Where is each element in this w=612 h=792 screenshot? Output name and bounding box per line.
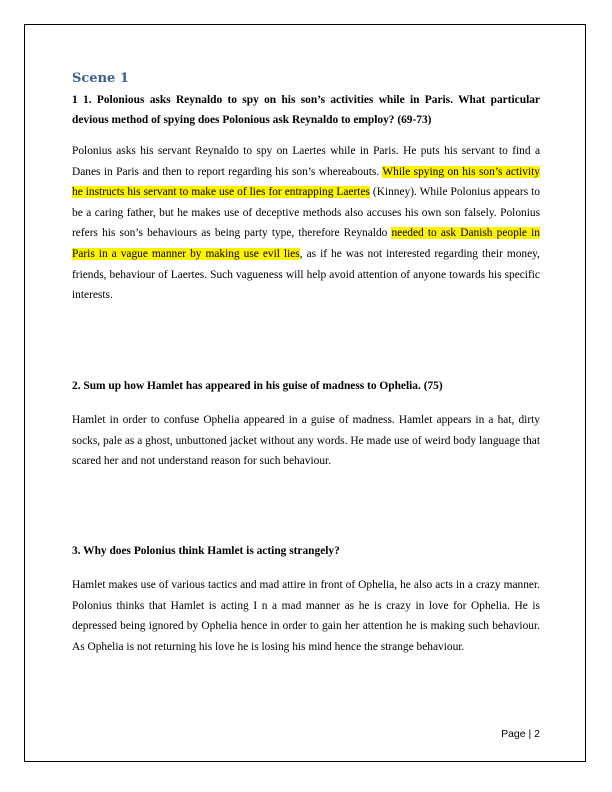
section-q1 — [72, 70, 540, 306]
scene-heading: Scene 1 — [72, 71, 129, 86]
answer-1-part-c: , as if he was not interested regarding their money, friends, behaviour of Laertes. Such vagueness will help avoid attention of anyone towards his specific interests. — [72, 247, 540, 302]
answer-1-highlight-1: While spying on his son’s activity he instructs his servant to make use of lies for entrapping Laertes — [72, 165, 541, 199]
answer-1 — [72, 141, 540, 306]
question-3: 3. Why does Polonius think Hamlet is acting strangely? — [72, 545, 340, 557]
question-1: 1 1. Polonious asks Reynaldo to spy on his son’s activities while in Paris. What particular devious method of spying does Polonious ask Reynaldo to employ? (69-73) — [72, 94, 540, 126]
section-q2 — [72, 376, 540, 472]
answer-1-part-a: Polonius asks his servant Reynaldo to spy on Laertes while in Paris. He puts his servant to find a Danes in Paris and then to report regarding his son’s whereabouts. — [72, 145, 540, 178]
question-2: 2. Sum up how Hamlet has appeared in his guise of madness to Ophelia. (75) — [72, 380, 443, 392]
answer-1-highlight-2: needed to ask Danish people in Paris in a vague manner by making use evil lies — [72, 227, 540, 260]
answer-1-part-b: (Kinney). While Polonius appears to be a caring father, but he makes use of deceptive methods also accuses his own son falsely. Polonius refers his son’s behaviours as being party type, therefore Reynaldo — [72, 186, 540, 240]
answer-3: Hamlet makes use of various tactics and mad attire in front of Ophelia, he also acts in a crazy manner. Polonius thinks that Hamlet is acting I n a mad manner as he is crazy in love for Ophelia. He is depressed being ignored by Ophelia hence in order to gain her attention he is making such behaviour. As Ophelia is not returning his love he is losing his mind hence the strange behaviour. — [72, 579, 540, 653]
answer-2: Hamlet in order to confuse Ophelia appeared in a guise of madness. Hamlet appears in a hat, dirty socks, pale as a ghost, unbuttoned jacket without any words. He made use of weird body language that scared her and not understand reason for such behaviour. — [72, 414, 540, 468]
section-q3 — [72, 541, 540, 657]
page-number: Page | 2 — [501, 728, 540, 740]
